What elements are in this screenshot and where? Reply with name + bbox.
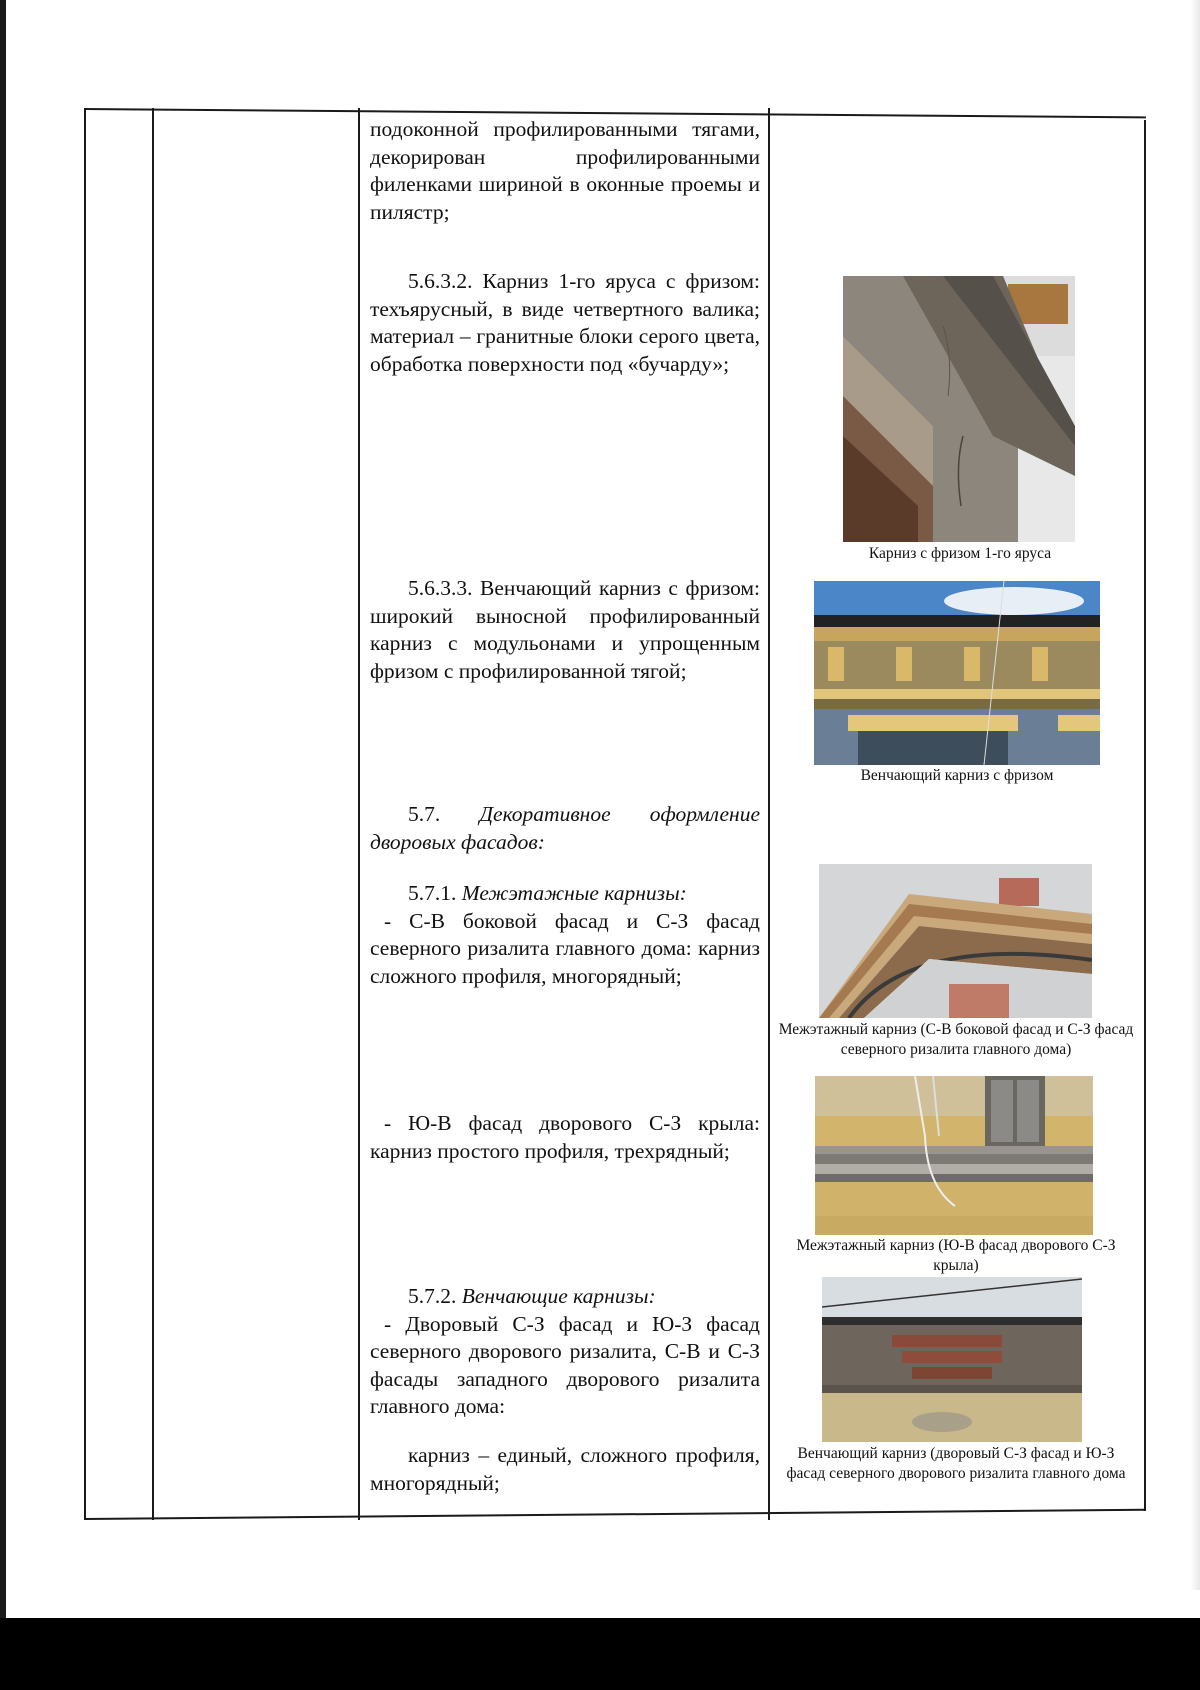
- text-block-5-6-3-3: [370, 575, 760, 685]
- scan-edge-right: [1190, 0, 1200, 1590]
- paragraph-5-7-1-item1: - С-В боковой фасад и С-З фасад северного ризалита главного дома: карниз сложного профиля, многорядный;: [370, 908, 760, 988]
- text-block-5-6-2-tail: [370, 116, 760, 226]
- column-divider-1: [152, 108, 154, 1520]
- text-block-5-7-2-item2: [370, 1442, 760, 1497]
- heading-5-7: [370, 801, 760, 856]
- text-block-5-7-2: [370, 1283, 760, 1421]
- table-border-bottom: [84, 1509, 1146, 1520]
- text-block-5-7-1: [370, 880, 760, 990]
- caption-photo2: Венчающий карниз с фризом: [860, 767, 1054, 784]
- table-border-left: [84, 108, 86, 1520]
- heading-5-7-2: [370, 1283, 760, 1311]
- caption-photo1: Карниз с фризом 1-го яруса: [868, 545, 1052, 562]
- text-block-5-6-3-2: [370, 268, 760, 378]
- table-border-right: [1144, 120, 1146, 1510]
- heading-5-7-1-number: 5.7.1.: [408, 881, 457, 905]
- photo-crowning-cornice-courtyard: [822, 1277, 1082, 1442]
- heading-5-7-1-title: Межэтажные карнизы:: [461, 881, 687, 905]
- heading-5-7-2-number: 5.7.2.: [408, 1284, 457, 1308]
- heading-5-7-number: 5.7.: [408, 802, 441, 826]
- scan-edge-left: [0, 0, 6, 1690]
- photo-interfloor-cornice-ne: [819, 864, 1092, 1018]
- paragraph-5-6-3-2: 5.6.3.2. Карниз 1-го яруса с фризом: техъярусный, в виде четвертного валика; материал – гранитные блоки серого цвета, обработка поверхности под «бучарду»;: [370, 269, 760, 376]
- column-divider-2: [358, 108, 360, 1520]
- paragraph-5-7-2-item2: карниз – единый, сложного профиля, многорядный;: [370, 1443, 760, 1495]
- photo-crowning-cornice: [814, 581, 1100, 765]
- scan-bottom-band: [0, 1618, 1200, 1690]
- heading-5-7-1: [370, 880, 760, 908]
- heading-5-7-title: Декоративное оформление дворовых фасадов:: [370, 802, 761, 854]
- caption-photo4: Межэтажный карниз (Ю-В фасад дворового С-З крыла): [796, 1237, 1116, 1274]
- column-divider-3: [768, 108, 770, 1520]
- caption-photo5: Венчающий карниз (дворовый С-З фасад и Ю-З фасад северного дворового ризалита главного дома: [786, 1445, 1126, 1482]
- text-block-5-7: [370, 801, 760, 856]
- paragraph-5-7-1-item2: - Ю-В фасад дворового С-З крыла: карниз простого профиля, трехрядный;: [370, 1111, 760, 1163]
- caption-photo3: Межэтажный карниз (С-В боковой фасад и С-З фасад северного ризалита главного дома): [778, 1021, 1134, 1058]
- heading-5-7-2-title: Венчающие карнизы:: [461, 1284, 656, 1308]
- photo-interfloor-cornice-se: [815, 1076, 1093, 1235]
- paragraph-5-6-2-tail: подоконной профилированными тягами, декорирован профилированными филенками шириной в оконные проемы и пилястр;: [370, 117, 760, 224]
- paragraph-5-7-2-item1: - Дворовый С-З фасад и Ю-З фасад северного дворового ризалита, С-В и С-З фасады западного дворового ризалита главного дома:: [370, 1311, 760, 1418]
- paragraph-5-6-3-3: 5.6.3.3. Венчающий карниз с фризом: широкий выносной профилированный карниз с модульонами и упрощенным фризом с профилированной тягой;: [370, 576, 760, 683]
- text-block-5-7-1-item2: [370, 1110, 760, 1165]
- photo-cornice-frieze-tier1: [843, 276, 1075, 542]
